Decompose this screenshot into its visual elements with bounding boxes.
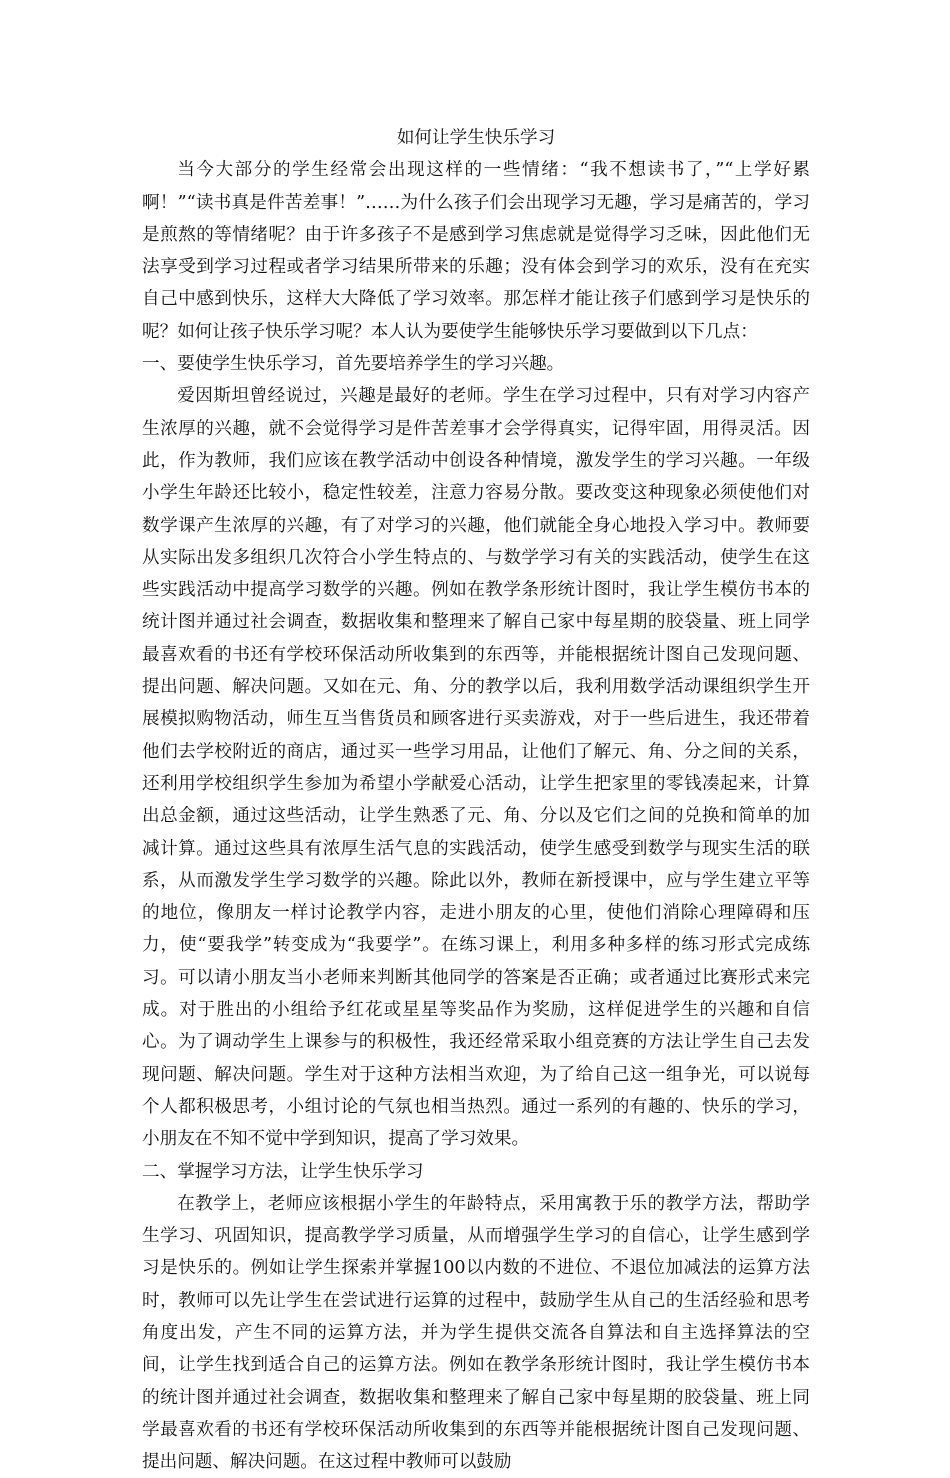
document-body [142,122,810,1478]
intro-paragraph: 当今大部分的学生经常会出现这样的一些情绪：“我不想读书了，”“上学好累啊！”“读书真是件苦差事！”……为什么孩子们会出现学习无趣，学习是痛苦的，学习是煎熬的等情绪呢？由于许多孩子不是感到学习焦虑就是觉得学习乏味，因此他们无法享受到学习过程或者学习结果所带来的乐趣；没有体会到学习的欢乐，没有在充实自己中感到快乐，这样大大降低了学习效率。那怎样才能让孩子们感到学习是快乐的呢？如何让孩子快乐学习呢？本人认为要使学生能够快乐学习要做到以下几点： [142,160,810,342]
document-title: 如何让学生快乐学习 [396,128,556,148]
section-2-heading: 二、掌握学习方法，让学生快乐学习 [142,1161,424,1182]
section-1-paragraph: 爱因斯坦曾经说过，兴趣是最好的老师。学生在学习过程中，只有对学习内容产生浓厚的兴趣，就不会觉得学习是件苦差事才会学得真实，记得牢固，用得灵活。因此，作为教师，我们应该在教学活动中创设各种情境，激发学生的学习兴趣。一年级小学生年龄还比较小，稳定性较差，注意力容易分散。要改变这种现象必须使他们对数学课产生浓厚的兴趣，有了对学习的兴趣，他们就能全身心地投入学习中。教师要从实际出发多组织几次符合小学生特点的、与数学学习有关的实践活动，使学生在这些实践活动中提高学习数学的兴趣。例如在教学条形统计图时，我让学生模仿书本的统计图并通过社会调查，数据收集和整理来了解自己家中每星期的胶袋量、班上同学最喜欢看的书还有学校环保活动所收集到的东西等，并能根据统计图自己发现问题、提出问题、解决问题。又如在元、角、分的教学以后，我利用数学活动课组织学生开展模拟购物活动，师生互当售货员和顾客进行买卖游戏，对于一些后进生，我还带着他们去学校附近的商店，通过买一些学习用品，让他们了解元、角、分之间的关系，还利用学校组织学生参加为希望小学献爱心活动，让学生把家里的零钱凑起来，计算出总金额，通过这些活动，让学生熟悉了元、角、分以及它们之间的兑换和简单的加减计算。通过这些具有浓厚生活气息的实践活动，使学生感受到数学与现实生活的联系，从而激发学生学习数学的兴趣。除此以外，教师在新授课中，应与学生建立平等的地位，像朋友一样讨论教学内容，走进小朋友的心里，使他们消除心理障碍和压力，使“要我学”转变成为“我要学”。在练习课上，利用多种多样的练习形式完成练习。可以请小朋友当小老师来判断其他同学的答案是否正确；或者通过比赛形式来完成。对于胜出的小组给予红花或星星等奖品作为奖励，这样促进学生的兴趣和自信心。为了调动学生上课参与的积极性，我还经常采取小组竞赛的方法让学生自己去发现问题、解决问题。学生对于这种方法相当欢迎，为了给自己这一组争光，可以说每个人都积极思考，小组讨论的气氛也相当热烈。通过一系列的有趣的、快乐的学习，小朋友在不知不觉中学到知识，提高了学习效果。 [142,386,810,1150]
section-1-heading: 一、要使学生快乐学习，首先要培养学生的学习兴趣。 [142,354,565,375]
section-2-paragraph: 在教学上，老师应该根据小学生的年龄特点，采用寓教于乐的教学方法，帮助学生学习、巩固知识，提高教学学习质量，从而增强学生学习的自信心，让学生感到学习是快乐的。例如让学生探索并掌握100以内数的不进位、不退位加减法的运算方法时，教师可以先让学生在尝试进行运算的过程中，鼓励学生从自己的生活经验和思考角度出发，产生不同的运算方法，并为学生提供交流各自算法和自主选择算法的空间，让学生找到适合自己的运算方法。例如在教学条形统计图时，我让学生模仿书本的统计图并通过社会调查，数据收集和整理来了解自己家中每星期的胶袋量、班上同学最喜欢看的书还有学校环保活动所收集到的东西等并能根据统计图自己发现问题、提出问题、解决问题。在这过程中教师可以鼓励 [142,1193,810,1473]
